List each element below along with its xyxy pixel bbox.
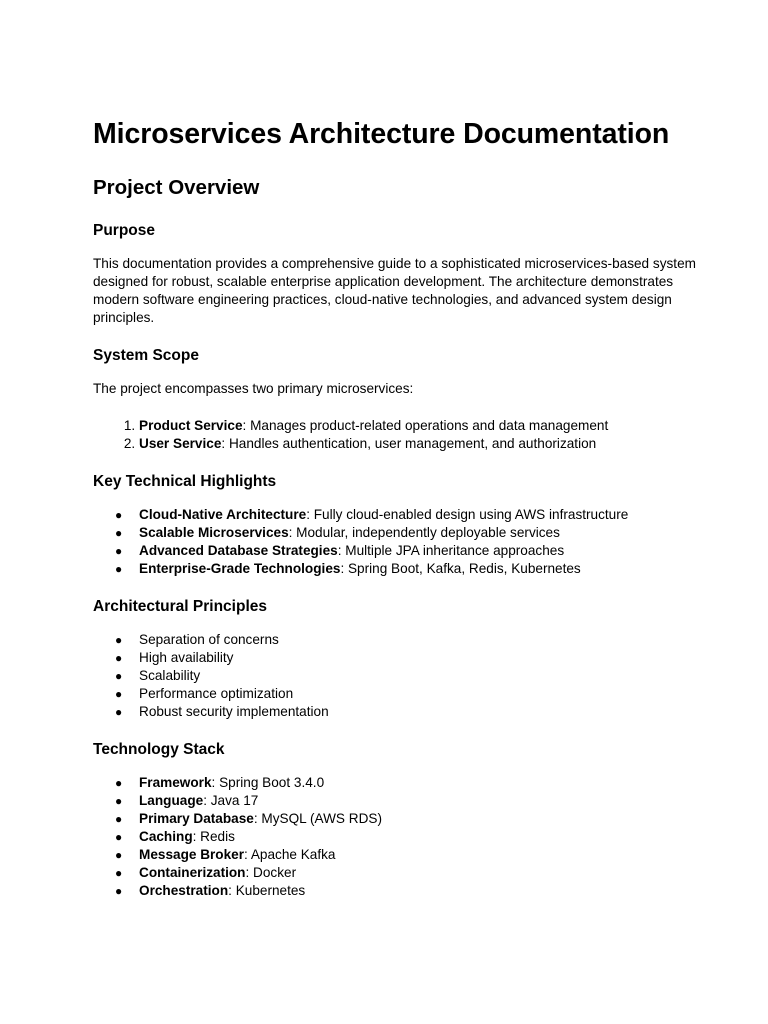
bullet-icon: ● [115, 508, 123, 522]
list-item [139, 417, 708, 435]
list-item-desc: : Spring Boot 3.4.0 [211, 775, 325, 790]
list-item [115, 542, 708, 560]
list-item-desc: : Handles authentication, user management, and authorization [221, 436, 597, 451]
list-item-term: Language [139, 793, 204, 808]
list-item-desc: : Docker [245, 865, 297, 880]
list-item-term: Primary Database [139, 811, 254, 826]
bullet-icon: ● [115, 830, 123, 844]
subsection-heading-key-technical-highlights: Key Technical Highlights [93, 473, 277, 490]
list-item-text: Robust security implementation [139, 704, 329, 719]
list-item [115, 828, 708, 846]
scope-list [93, 417, 708, 453]
list-item [115, 703, 708, 721]
bullet-icon: ● [115, 669, 123, 683]
list-item [115, 560, 708, 578]
bullet-icon: ● [115, 526, 123, 540]
list-item-desc: : Apache Kafka [244, 847, 336, 862]
list-item-desc: : MySQL (AWS RDS) [253, 811, 382, 826]
list-item-desc: : Multiple JPA inheritance approaches [337, 543, 565, 558]
subsection-heading-architectural-principles: Architectural Principles [93, 598, 268, 615]
list-item-term: Containerization [139, 865, 246, 880]
list-item [115, 631, 708, 649]
bullet-icon: ● [115, 544, 123, 558]
list-item [115, 846, 708, 864]
list-item-term: Framework [139, 775, 212, 790]
list-item [115, 524, 708, 542]
bullet-icon: ● [115, 776, 123, 790]
list-item [115, 649, 708, 667]
list-item-desc: : Manages product-related operations and data management [242, 418, 609, 433]
list-item [115, 667, 708, 685]
list-item-desc: : Kubernetes [228, 883, 306, 898]
list-item-term: User Service [139, 436, 222, 451]
list-item [115, 792, 708, 810]
list-item [115, 882, 708, 900]
bullet-icon: ● [115, 651, 123, 665]
bullet-icon: ● [115, 794, 123, 808]
scope-intro-paragraph: The project encompasses two primary microservices: [93, 381, 414, 396]
bullet-icon: ● [115, 812, 123, 826]
purpose-paragraph: This documentation provides a comprehensive guide to a sophisticated microservices-based system designed for robust, scalable enterprise application development. The architecture demonstrates modern software engineering practices, cloud-native technologies, and advanced system design principles. [93, 256, 696, 325]
highlights-list [93, 506, 708, 578]
list-item-desc: : Redis [192, 829, 235, 844]
bullet-icon: ● [115, 705, 123, 719]
list-item-term: Message Broker [139, 847, 245, 862]
list-item [115, 864, 708, 882]
list-item-term: Product Service [139, 418, 243, 433]
list-item-text: Scalability [139, 668, 201, 683]
bullet-icon: ● [115, 687, 123, 701]
list-item-term: Scalable Microservices [139, 525, 289, 540]
bullet-icon: ● [115, 866, 123, 880]
subsection-heading-technology-stack: Technology Stack [93, 741, 225, 758]
list-item [115, 774, 708, 792]
list-item [115, 810, 708, 828]
section-heading-project-overview: Project Overview [93, 176, 260, 199]
list-item-term: Caching [139, 829, 193, 844]
bullet-icon: ● [115, 562, 123, 576]
list-item-text: High availability [139, 650, 234, 665]
stack-list [93, 774, 708, 900]
list-item [139, 435, 708, 453]
list-item-desc: : Java 17 [203, 793, 259, 808]
list-item-term: Orchestration [139, 883, 229, 898]
list-item [115, 685, 708, 703]
bullet-icon: ● [115, 884, 123, 898]
list-item-text: Performance optimization [139, 686, 294, 701]
list-item-desc: : Fully cloud-enabled design using AWS infrastructure [306, 507, 629, 522]
bullet-icon: ● [115, 633, 123, 647]
document-title: Microservices Architecture Documentation [93, 118, 670, 150]
list-item-desc: : Spring Boot, Kafka, Redis, Kubernetes [340, 561, 581, 576]
principles-list [93, 631, 708, 721]
bullet-icon: ● [115, 848, 123, 862]
list-item [115, 506, 708, 524]
list-item-term: Enterprise-Grade Technologies [139, 561, 341, 576]
subsection-heading-system-scope: System Scope [93, 347, 199, 364]
list-item-desc: : Modular, independently deployable services [288, 525, 560, 540]
list-item-term: Cloud-Native Architecture [139, 507, 307, 522]
list-item-text: Separation of concerns [139, 632, 279, 647]
list-item-term: Advanced Database Strategies [139, 543, 338, 558]
subsection-heading-purpose: Purpose [93, 222, 156, 239]
